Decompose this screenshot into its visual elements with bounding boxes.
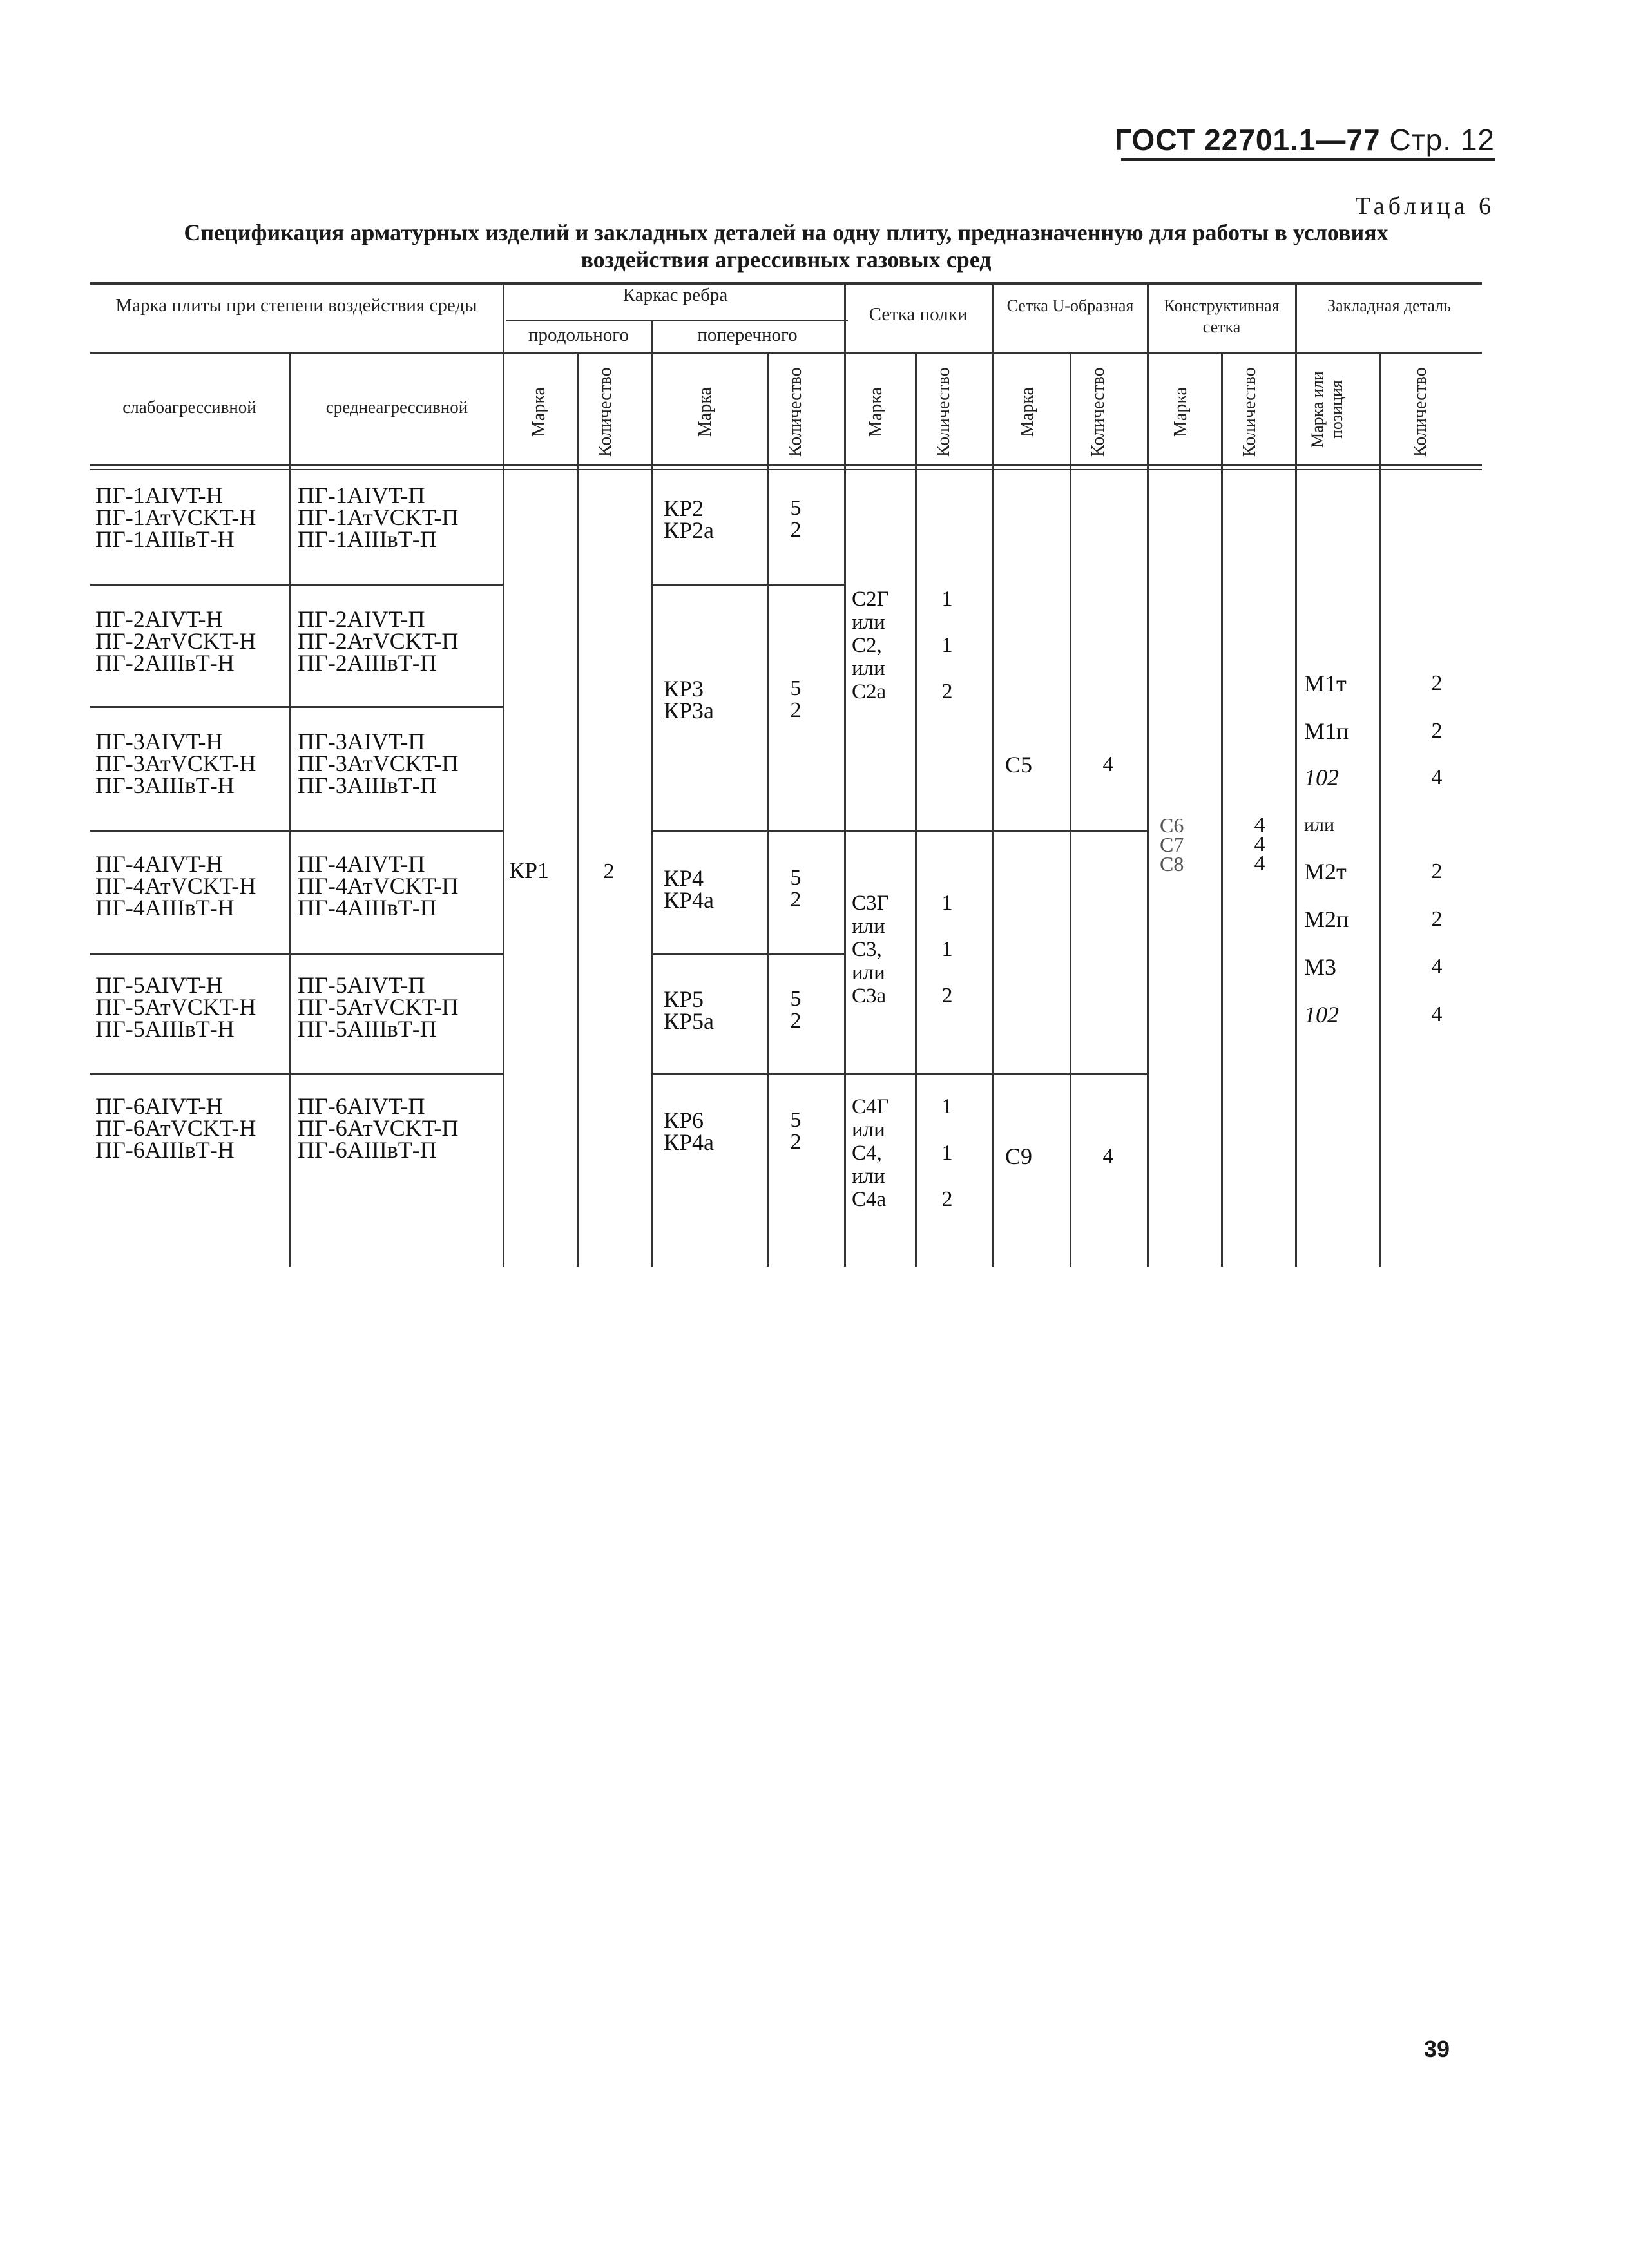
u-mesh-1-qty: 4 bbox=[1102, 752, 1114, 776]
header-mid-rule bbox=[90, 352, 1482, 354]
header-u-mesh: Сетка U-образная bbox=[1006, 296, 1134, 315]
header-shelf-mark: Марка bbox=[866, 387, 886, 437]
row-5-trans-qty: 5 2 bbox=[790, 987, 802, 1033]
header-u-qty: Количество bbox=[1088, 367, 1108, 457]
emb-qty-7: 4 bbox=[1431, 955, 1443, 979]
u-mesh-2-qty: 4 bbox=[1102, 1144, 1114, 1168]
row-6-weak: ПГ-6AIVT-Н ПГ-6АтVCKT-Н ПГ-6АIIIвТ-Н bbox=[95, 1093, 256, 1163]
row-6-trans-qty: 5 2 bbox=[790, 1108, 802, 1154]
emb-qty-3: 4 bbox=[1431, 765, 1443, 789]
header-trans-mark: Марка bbox=[695, 387, 715, 437]
row-23-trans-qty: 5 2 bbox=[790, 676, 802, 722]
header-u-mark: Марка bbox=[1017, 387, 1037, 437]
row-2-weak: ПГ-2AIVT-Н ПГ-2АтVCKT-Н ПГ-2АIIIвТ-Н bbox=[95, 606, 256, 676]
standard-number: ГОСТ 22701.1—77 bbox=[1114, 123, 1381, 157]
header-transverse: поперечного bbox=[697, 325, 798, 345]
col-line-u-qty bbox=[1070, 352, 1071, 1267]
table-title bbox=[97, 219, 1475, 273]
header-constructive-mesh: Конструктивная сетка bbox=[1164, 296, 1280, 336]
header-underline bbox=[1121, 158, 1495, 161]
row-6-medium: ПГ-6AIVT-П ПГ-6АтVCKT-П ПГ-6АIIIвТ-П bbox=[298, 1093, 459, 1163]
shelf-mesh-b-mark: С3Г или С3, или С3а bbox=[852, 892, 889, 1008]
row-1-trans-mark: КР2 КР2а bbox=[664, 495, 715, 543]
header-embedded-part: Закладная деталь bbox=[1327, 296, 1451, 315]
header-trans-qty: Количество bbox=[785, 367, 805, 457]
header-bottom-rule bbox=[90, 464, 1482, 466]
emb-mark-6: М2п bbox=[1304, 906, 1349, 932]
row-sep-4b bbox=[651, 953, 844, 955]
emb-mark-7: М3 bbox=[1304, 954, 1337, 980]
emb-qty-8: 4 bbox=[1431, 1002, 1443, 1026]
emb-mark-5: М2т bbox=[1304, 859, 1347, 885]
row-3-medium: ПГ-3AIVT-П ПГ-3АтVCKT-П ПГ-3АIIIвТ-П bbox=[298, 729, 459, 798]
header-rib-frame: Каркас ребра bbox=[622, 285, 728, 305]
long-frame-qty: 2 bbox=[603, 859, 615, 883]
emb-qty-1: 2 bbox=[1431, 671, 1443, 695]
row-4-trans-qty: 5 2 bbox=[790, 866, 802, 912]
table-title-line-2: воздействия агрессивных газовых сред bbox=[581, 247, 992, 273]
table-title-line-1: Спецификация арматурных изделий и закладных деталей на одну плиту, предназначенную для работы в условиях bbox=[184, 220, 1388, 245]
row-sep-2 bbox=[90, 706, 503, 708]
emb-mark-8: 102 bbox=[1304, 1002, 1339, 1028]
emb-mark-1: М1т bbox=[1304, 671, 1347, 696]
header-bottom-rule-2 bbox=[90, 469, 1482, 470]
long-frame-mark: КР1 bbox=[509, 857, 550, 883]
col-line-shelf-end bbox=[992, 282, 994, 1267]
row-1-weak: ПГ-1AIVT-Н ПГ-1АтVCKT-Н ПГ-1АIIIвТ-Н bbox=[95, 483, 256, 552]
row-sep-4 bbox=[90, 953, 503, 955]
shelf-mesh-c-qty: 1 1 2 bbox=[941, 1095, 953, 1211]
row-4-weak: ПГ-4AIVT-Н ПГ-4АтVCKT-Н ПГ-4АIIIвТ-Н bbox=[95, 851, 256, 921]
row-3-weak: ПГ-3AIVT-Н ПГ-3АтVCKT-Н ПГ-3АIIIвТ-Н bbox=[95, 729, 256, 798]
row-sep-3 bbox=[90, 830, 503, 832]
header-shelf-mesh: Сетка полки bbox=[869, 304, 968, 325]
col-line-plate-end bbox=[503, 282, 504, 1267]
col-line-cons-qty bbox=[1221, 352, 1223, 1267]
row-4-trans-mark: КР4 КР4а bbox=[664, 865, 715, 913]
row-4-medium: ПГ-4AIVT-П ПГ-4АтVCKT-П ПГ-4АIIIвТ-П bbox=[298, 851, 459, 921]
document-header bbox=[1070, 122, 1495, 157]
header-emb-mark: Марка или позиция bbox=[1308, 371, 1346, 448]
header-medium: среднеагрессивной bbox=[325, 397, 468, 417]
constructive-mesh-mark: С6 С7 С8 bbox=[1160, 814, 1184, 875]
col-line-u-end bbox=[1147, 282, 1149, 1267]
header-longitudinal: продольного bbox=[528, 325, 629, 345]
header-emb-qty: Количество bbox=[1410, 367, 1430, 457]
u-mesh-2-mark: С9 bbox=[1005, 1143, 1033, 1169]
shelf-mesh-b-qty: 1 1 2 bbox=[941, 891, 953, 1008]
col-line-long-qty bbox=[577, 352, 579, 1267]
emb-qty-2: 2 bbox=[1431, 719, 1443, 743]
row-1-medium: ПГ-1AIVT-П ПГ-1АтVCKT-П ПГ-1АIIIвТ-П bbox=[298, 483, 459, 552]
emb-qty-6: 2 bbox=[1431, 907, 1443, 931]
constructive-mesh-qty: 4 4 4 bbox=[1254, 813, 1265, 875]
row-5-trans-mark: КР5 КР5а bbox=[664, 986, 715, 1034]
page-number: 39 bbox=[1424, 2036, 1450, 2062]
header-long-mark: Марка bbox=[529, 387, 549, 437]
row-sep-3b bbox=[651, 830, 844, 832]
col-line-trans-qty bbox=[767, 352, 769, 1267]
col-line-long-trans bbox=[651, 320, 653, 1267]
header-cons-mark: Марка bbox=[1171, 387, 1191, 437]
col-line-weak-medium bbox=[289, 352, 291, 1267]
row-1-trans-qty: 5 2 bbox=[790, 496, 802, 542]
shelf-mesh-a-qty: 1 1 2 bbox=[941, 587, 953, 703]
row-5-medium: ПГ-5AIVT-П ПГ-5АтVCKT-П ПГ-5АIIIвТ-П bbox=[298, 972, 459, 1042]
row-sep-5b bbox=[651, 1073, 844, 1075]
row-sep-5c bbox=[844, 1073, 992, 1075]
header-long-qty: Количество bbox=[595, 367, 615, 457]
col-line-shelf-qty bbox=[915, 352, 917, 1267]
row-sep-1 bbox=[90, 584, 503, 586]
col-line-rib-end bbox=[844, 282, 846, 1267]
row-sep-3c bbox=[844, 830, 992, 832]
row-sep-5 bbox=[90, 1073, 503, 1075]
page-label: Стр. 12 bbox=[1389, 123, 1495, 157]
header-shelf-qty: Количество bbox=[934, 367, 954, 457]
rib-frame-subrule bbox=[506, 320, 848, 321]
u-mesh-1-mark: С5 bbox=[1005, 752, 1033, 778]
row-5-weak: ПГ-5AIVT-Н ПГ-5АтVCKT-Н ПГ-5АIIIвТ-Н bbox=[95, 972, 256, 1042]
emb-qty-5: 2 bbox=[1431, 859, 1443, 883]
col-line-emb-qty bbox=[1379, 352, 1381, 1267]
row-6-trans-mark: КР6 КР4а bbox=[664, 1107, 715, 1155]
table-number: Таблица 6 bbox=[1355, 193, 1495, 220]
header-weak: слабоагрессивной bbox=[122, 397, 256, 417]
emb-mark-2: М1п bbox=[1304, 718, 1349, 744]
row-2-medium: ПГ-2AIVT-П ПГ-2АтVCKT-П ПГ-2АIIIвТ-П bbox=[298, 606, 459, 676]
header-plate-mark: Марка плиты при степени воздействия среды bbox=[115, 295, 477, 316]
row-sep-1b bbox=[651, 584, 844, 586]
header-cons-qty: Количество bbox=[1240, 367, 1260, 457]
shelf-mesh-c-mark: С4Г или С4, или С4а bbox=[852, 1095, 889, 1211]
emb-mark-3: 102 bbox=[1304, 765, 1339, 790]
row-23-trans-mark: КР3 КР3а bbox=[664, 676, 715, 723]
col-line-cons-end bbox=[1295, 282, 1297, 1267]
emb-mark-4: или bbox=[1304, 814, 1335, 836]
shelf-mesh-a-mark: С2Г или С2, или С2а bbox=[852, 588, 889, 703]
